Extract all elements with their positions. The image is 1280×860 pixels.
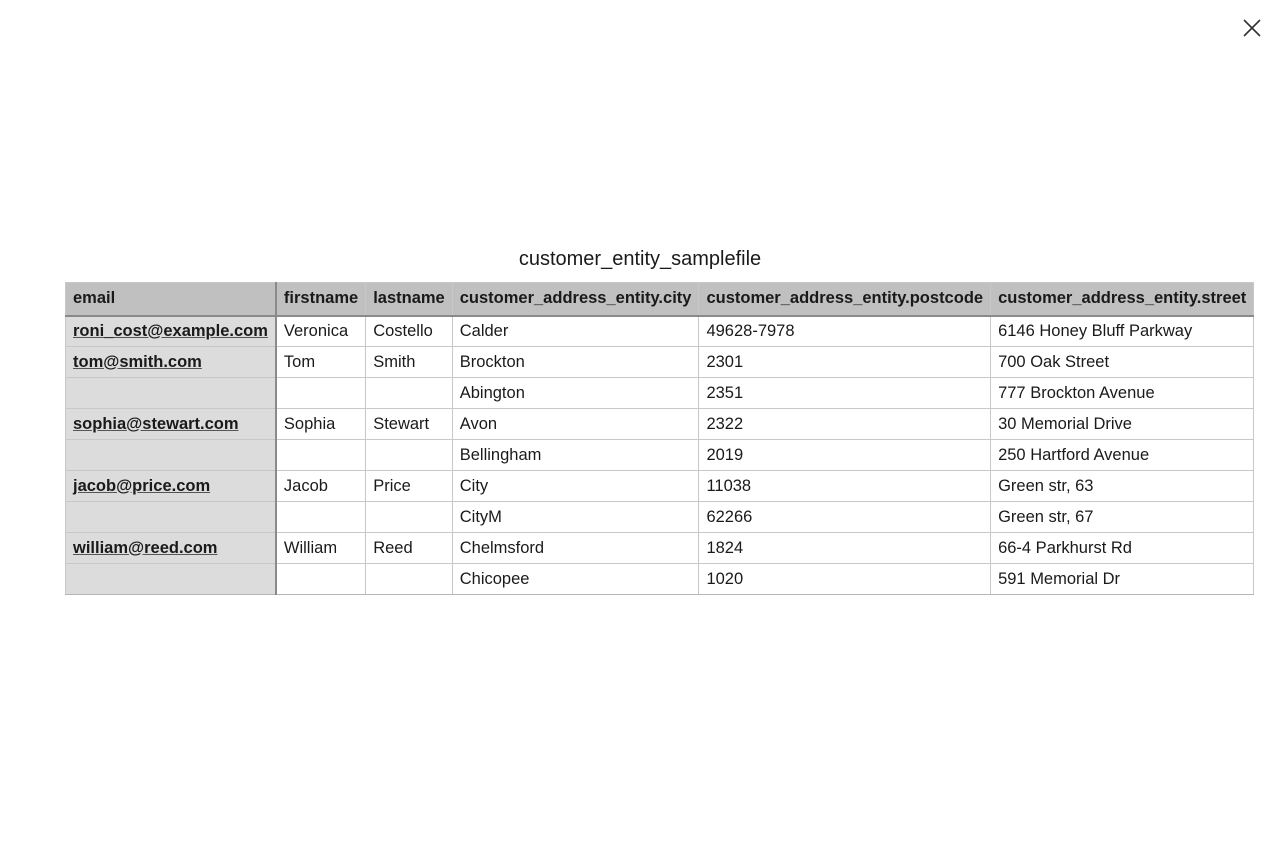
cell-street: 6146 Honey Bluff Parkway	[991, 316, 1254, 347]
cell-street: 250 Hartford Avenue	[991, 440, 1254, 471]
cell-lastname: Smith	[366, 347, 453, 378]
cell-firstname	[276, 378, 366, 409]
cell-postcode: 49628-7978	[699, 316, 991, 347]
close-icon	[1243, 19, 1261, 37]
column-header-street: customer_address_entity.street	[991, 283, 1254, 316]
cell-postcode: 2322	[699, 409, 991, 440]
cell-firstname: Veronica	[276, 316, 366, 347]
cell-postcode: 62266	[699, 502, 991, 533]
cell-postcode: 2019	[699, 440, 991, 471]
cell-email: tom@smith.com	[66, 347, 276, 378]
cell-city: Chicopee	[452, 564, 699, 595]
cell-street: Green str, 63	[991, 471, 1254, 502]
cell-postcode: 1824	[699, 533, 991, 564]
cell-postcode: 2351	[699, 378, 991, 409]
cell-lastname	[366, 564, 453, 595]
cell-firstname: Sophia	[276, 409, 366, 440]
cell-firstname	[276, 440, 366, 471]
cell-firstname	[276, 502, 366, 533]
cell-email: william@reed.com	[66, 533, 276, 564]
table-row	[66, 564, 1254, 595]
cell-street: 30 Memorial Drive	[991, 409, 1254, 440]
cell-email: roni_cost@example.com	[66, 316, 276, 347]
table-row	[66, 316, 1254, 347]
cell-city: Brockton	[452, 347, 699, 378]
cell-street: 66-4 Parkhurst Rd	[991, 533, 1254, 564]
table-row	[66, 409, 1254, 440]
table-row	[66, 378, 1254, 409]
table-row	[66, 533, 1254, 564]
cell-lastname: Reed	[366, 533, 453, 564]
cell-city: City	[452, 471, 699, 502]
cell-postcode: 1020	[699, 564, 991, 595]
table-row	[66, 502, 1254, 533]
cell-postcode: 2301	[699, 347, 991, 378]
cell-lastname: Price	[366, 471, 453, 502]
cell-street: Green str, 67	[991, 502, 1254, 533]
cell-email	[66, 564, 276, 595]
table-row	[66, 440, 1254, 471]
column-header-firstname: firstname	[276, 283, 366, 316]
cell-lastname	[366, 378, 453, 409]
cell-street: 777 Brockton Avenue	[991, 378, 1254, 409]
close-button[interactable]	[1240, 16, 1264, 40]
cell-city: Avon	[452, 409, 699, 440]
column-header-lastname: lastname	[366, 283, 453, 316]
cell-email	[66, 378, 276, 409]
cell-firstname	[276, 564, 366, 595]
cell-street: 700 Oak Street	[991, 347, 1254, 378]
cell-city: Calder	[452, 316, 699, 347]
cell-lastname: Stewart	[366, 409, 453, 440]
cell-firstname: William	[276, 533, 366, 564]
table-row	[66, 347, 1254, 378]
cell-street: 591 Memorial Dr	[991, 564, 1254, 595]
cell-lastname	[366, 440, 453, 471]
cell-firstname: Tom	[276, 347, 366, 378]
cell-postcode: 11038	[699, 471, 991, 502]
cell-email	[66, 502, 276, 533]
cell-city: Abington	[452, 378, 699, 409]
column-header-email: email	[66, 283, 276, 316]
column-header-city: customer_address_entity.city	[452, 283, 699, 316]
cell-city: Chelmsford	[452, 533, 699, 564]
cell-lastname	[366, 502, 453, 533]
cell-city: CityM	[452, 502, 699, 533]
cell-firstname: Jacob	[276, 471, 366, 502]
table-row	[66, 471, 1254, 502]
cell-city: Bellingham	[452, 440, 699, 471]
cell-email: sophia@stewart.com	[66, 409, 276, 440]
cell-email: jacob@price.com	[66, 471, 276, 502]
cell-email	[66, 440, 276, 471]
column-header-postcode: customer_address_entity.postcode	[699, 283, 991, 316]
data-table	[65, 282, 1254, 595]
cell-lastname: Costello	[366, 316, 453, 347]
header-row	[66, 283, 1254, 316]
document-title: customer_entity_samplefile	[518, 248, 762, 270]
